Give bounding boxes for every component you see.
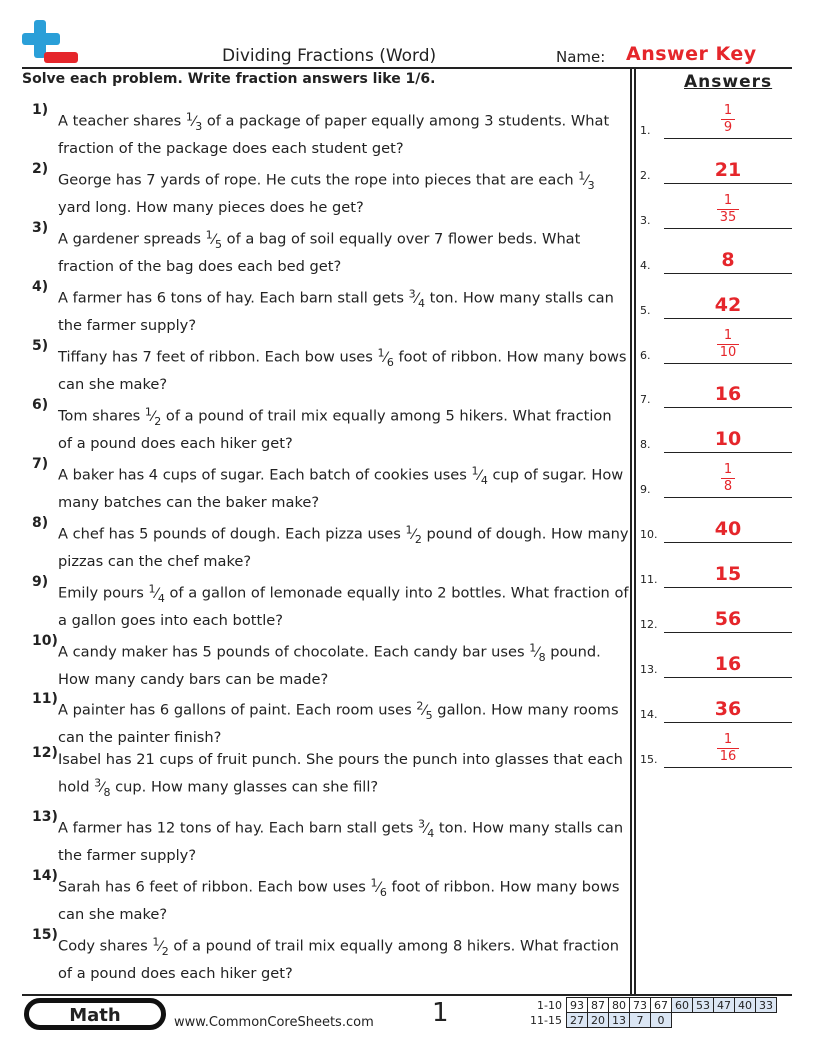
problem-text bbox=[58, 636, 630, 691]
answer-numerator: 1 bbox=[717, 732, 740, 749]
problem-text-after: of a pound of trail mix equally among 8 hikers. What fraction of a pound does each hiker get? bbox=[58, 937, 620, 983]
problem-text bbox=[58, 105, 630, 160]
fraction-numerator: 2 bbox=[416, 699, 424, 712]
answer-number: 2. bbox=[640, 168, 651, 182]
problem-text-before: A baker has 4 cups of sugar. Each batch of cookies uses bbox=[58, 466, 472, 484]
fraction-numerator: 1 bbox=[148, 582, 156, 595]
problem-text-before: Tiffany has 7 feet of ribbon. Each bow uses bbox=[58, 348, 378, 366]
problem-text-after: of a gallon of lemonade equally into 2 bottles. What fraction of a gallon goes into each bottle? bbox=[58, 584, 629, 630]
fraction-numerator: 1 bbox=[471, 464, 479, 477]
answer-fraction bbox=[664, 328, 792, 361]
answer-row bbox=[640, 184, 792, 229]
answer-fraction bbox=[664, 732, 792, 765]
fraction: $^1⁄_2$ bbox=[152, 935, 169, 958]
score-cell: 0 bbox=[650, 1013, 671, 1028]
fraction: $^3⁄_8$ bbox=[94, 776, 111, 799]
answer-number: 1. bbox=[640, 124, 651, 137]
answer-key-label: Answer Key bbox=[626, 43, 757, 65]
answer-numerator: 1 bbox=[717, 193, 740, 210]
answer-denominator: 8 bbox=[723, 479, 733, 495]
fraction-denominator: 2 bbox=[154, 414, 162, 428]
score-cell: 7 bbox=[629, 1013, 650, 1028]
fraction-denominator: 2 bbox=[414, 532, 422, 546]
problem-text-before: George has 7 yards of rope. He cuts the rope into pieces that are each bbox=[58, 171, 579, 189]
fraction-numerator: 1 bbox=[370, 876, 378, 889]
score-row bbox=[527, 998, 776, 1013]
fraction-numerator: 1 bbox=[405, 523, 413, 536]
fraction-denominator: 6 bbox=[386, 355, 394, 369]
problem-text-before: Isabel has 21 cups of fruit punch. She pours the punch into glasses that each hold bbox=[58, 751, 623, 796]
score-range-label: 11-15 bbox=[530, 1013, 562, 1027]
problem-text-after: pound of dough. How many pizzas can the chef make? bbox=[58, 525, 629, 571]
problem-text bbox=[58, 930, 630, 985]
fraction: $^1⁄_4$ bbox=[471, 464, 488, 487]
worksheet-title: Dividing Fractions (Word) bbox=[222, 46, 437, 66]
problem-text-before: Emily pours bbox=[58, 584, 149, 602]
answer-row bbox=[640, 723, 792, 768]
problem-text-after: of a bag of soil equally over 7 flower beds. What fraction of the bag does each bed get? bbox=[58, 230, 581, 276]
answer-value: 56 bbox=[714, 607, 742, 630]
fraction: $^1⁄_6$ bbox=[377, 346, 394, 369]
problem-text bbox=[58, 518, 630, 573]
answer-value: 16 bbox=[714, 383, 742, 406]
problem-text-after: foot of ribbon. How many bows can she make? bbox=[58, 348, 627, 394]
fraction-numerator: 1 bbox=[529, 641, 537, 654]
problem-text bbox=[58, 812, 630, 867]
problem-text bbox=[58, 871, 630, 926]
answer-row bbox=[640, 229, 792, 274]
answer-numerator: 1 bbox=[717, 328, 740, 345]
answer-number: 13. bbox=[640, 662, 658, 676]
problem-text bbox=[58, 400, 630, 455]
answer-row bbox=[640, 678, 792, 723]
problem-text-after: ton. How many stalls can the farmer supply? bbox=[58, 819, 624, 865]
problem-number: 6) bbox=[32, 397, 49, 413]
score-row bbox=[527, 1013, 776, 1028]
answer-value: 8 bbox=[721, 248, 735, 271]
answer-row bbox=[640, 543, 792, 588]
fraction-denominator: 4 bbox=[427, 826, 435, 840]
answer-number: 12. bbox=[640, 617, 658, 631]
fraction-numerator: 1 bbox=[578, 169, 586, 182]
footer-divider bbox=[22, 994, 792, 996]
score-cell: 13 bbox=[608, 1013, 629, 1028]
fraction-numerator: 1 bbox=[377, 346, 385, 359]
answer-number: 7. bbox=[640, 393, 651, 407]
problem-text bbox=[58, 577, 630, 632]
problem-text-before: A chef has 5 pounds of dough. Each pizza uses bbox=[58, 525, 406, 543]
answer-row bbox=[640, 408, 792, 453]
fraction: $^1⁄_8$ bbox=[529, 641, 546, 664]
problem-text-after: gallon. How many rooms can the painter finish? bbox=[58, 701, 619, 747]
problem-text-after: yard long. How many pieces does he get? bbox=[58, 199, 364, 217]
fraction-denominator: 4 bbox=[480, 473, 488, 487]
problem-text bbox=[58, 694, 630, 749]
answer-fraction bbox=[664, 193, 792, 226]
plus-minus-logo-icon bbox=[22, 20, 80, 68]
score-cell: 80 bbox=[608, 998, 629, 1013]
answer-number: 11. bbox=[640, 573, 658, 586]
answer-row bbox=[640, 633, 792, 678]
answer-number: 3. bbox=[640, 213, 651, 227]
answer-value: 21 bbox=[714, 158, 742, 181]
answer-numerator: 1 bbox=[721, 103, 735, 120]
fraction-denominator: 5 bbox=[425, 708, 433, 722]
problem-number: 9) bbox=[32, 574, 49, 590]
fraction-denominator: 3 bbox=[587, 178, 595, 192]
problem-text-after: of a package of paper equally among 3 students. What fraction of the package does each student get? bbox=[58, 112, 610, 158]
score-cell: 73 bbox=[629, 998, 650, 1013]
problem-text-after: foot of ribbon. How many bows can she make? bbox=[58, 878, 620, 924]
problem-number: 8) bbox=[32, 515, 49, 531]
column-divider bbox=[630, 69, 632, 994]
fraction-numerator: 1 bbox=[205, 228, 213, 241]
score-table bbox=[527, 997, 777, 1028]
fraction: $^1⁄_2$ bbox=[405, 523, 422, 546]
fraction: $^3⁄_4$ bbox=[408, 287, 425, 310]
problem-text bbox=[58, 164, 630, 219]
score-cell: 87 bbox=[587, 998, 608, 1013]
answers-heading: Answers bbox=[684, 72, 773, 92]
answer-number: 5. bbox=[640, 303, 651, 317]
fraction: $^3⁄_4$ bbox=[417, 817, 435, 840]
fraction-denominator: 3 bbox=[195, 119, 203, 133]
answer-value: 36 bbox=[714, 697, 742, 720]
fraction-numerator: 1 bbox=[185, 110, 193, 123]
score-range-label: 1-10 bbox=[537, 998, 562, 1012]
fraction-denominator: 4 bbox=[418, 296, 425, 310]
fraction-denominator: 6 bbox=[379, 885, 387, 899]
score-cell: 60 bbox=[671, 998, 692, 1013]
answer-number: 4. bbox=[640, 258, 651, 272]
problem-text-before: A teacher shares bbox=[58, 112, 186, 130]
problem-text-after: ton. How many stalls can the farmer supply? bbox=[58, 289, 614, 335]
answer-numerator: 1 bbox=[721, 462, 735, 479]
problem-text-after: cup. How many glasses can she fill? bbox=[110, 778, 379, 796]
fraction-numerator: 1 bbox=[152, 935, 160, 948]
answer-number: 15. bbox=[640, 752, 658, 766]
subject-label: Math bbox=[69, 1005, 121, 1026]
problem-number: 10) bbox=[32, 633, 58, 649]
problem-number: 12) bbox=[32, 745, 58, 761]
website-text: www.CommonCoreSheets.com bbox=[174, 1015, 374, 1030]
answer-value: 15 bbox=[714, 563, 742, 585]
problem-text-after: cup of sugar. How many batches can the baker make? bbox=[58, 466, 624, 512]
score-cell: 27 bbox=[566, 1013, 587, 1028]
score-cell: 67 bbox=[650, 998, 671, 1013]
fraction-numerator: 3 bbox=[408, 287, 416, 300]
fraction: $^1⁄_3$ bbox=[578, 169, 595, 192]
problem-number: 15) bbox=[32, 927, 58, 943]
answer-row bbox=[640, 139, 792, 184]
problem-text bbox=[58, 341, 630, 396]
column-divider bbox=[634, 69, 636, 994]
score-cell: 47 bbox=[713, 998, 734, 1013]
answer-denominator: 10 bbox=[719, 344, 737, 360]
problem-text-before: A gardener spreads bbox=[58, 230, 206, 248]
problem-number: 2) bbox=[32, 161, 49, 177]
fraction-numerator: 3 bbox=[94, 776, 102, 789]
answer-row bbox=[640, 94, 792, 139]
fraction: $^1⁄_6$ bbox=[370, 876, 387, 899]
answer-number: 10. bbox=[640, 528, 658, 542]
fraction-denominator: 5 bbox=[215, 237, 222, 251]
problem-text bbox=[58, 282, 630, 337]
answer-value: 42 bbox=[714, 293, 742, 316]
fraction: $^1⁄_4$ bbox=[148, 582, 165, 605]
answer-row bbox=[640, 588, 792, 633]
problem-text bbox=[58, 748, 630, 803]
fraction: $^2⁄_5$ bbox=[416, 699, 433, 722]
fraction: $^1⁄_5$ bbox=[205, 228, 222, 251]
fraction-numerator: 3 bbox=[417, 817, 425, 830]
answer-fraction bbox=[664, 462, 792, 495]
problem-number: 5) bbox=[32, 338, 49, 354]
name-label: Name: bbox=[556, 48, 606, 66]
instructions: Solve each problem. Write fraction answers like 1/6. bbox=[22, 71, 436, 87]
problem-text-after: of a pound of trail mix equally among 5 hikers. What fraction of a pound does each hiker get? bbox=[58, 407, 612, 453]
answer-row bbox=[640, 363, 792, 408]
problem-text-before: A candy maker has 5 pounds of chocolate. Each candy bar uses bbox=[58, 643, 530, 661]
problem-number: 14) bbox=[32, 868, 58, 884]
score-cell: 40 bbox=[734, 998, 755, 1013]
answer-denominator: 35 bbox=[719, 209, 737, 225]
problem-number: 1) bbox=[32, 102, 49, 118]
problem-text-before: Sarah has 6 feet of ribbon. Each bow uses bbox=[58, 878, 371, 896]
answer-row bbox=[640, 498, 792, 543]
fraction-denominator: 2 bbox=[161, 944, 169, 958]
fraction-denominator: 4 bbox=[157, 591, 165, 605]
problem-text-before: A farmer has 6 tons of hay. Each barn stall gets bbox=[58, 289, 409, 307]
fraction: $^1⁄_2$ bbox=[144, 405, 162, 428]
answer-value: 40 bbox=[714, 518, 742, 541]
score-cell: 53 bbox=[692, 998, 713, 1013]
answer-number: 6. bbox=[640, 348, 651, 362]
problem-text-before: A farmer has 12 tons of hay. Each barn stall gets bbox=[58, 819, 418, 837]
problem-number: 4) bbox=[32, 279, 49, 295]
fraction-numerator: 1 bbox=[144, 405, 152, 418]
answer-row bbox=[640, 453, 792, 498]
answer-line bbox=[664, 767, 792, 768]
score-cell: 93 bbox=[566, 998, 587, 1013]
fraction-denominator: 8 bbox=[538, 650, 546, 664]
problem-number: 7) bbox=[32, 456, 49, 472]
answer-value: 10 bbox=[714, 428, 742, 451]
problem-text bbox=[58, 223, 630, 278]
problem-number: 13) bbox=[32, 809, 58, 825]
score-cell: 20 bbox=[587, 1013, 608, 1028]
problem-text bbox=[58, 459, 630, 514]
problem-text-before: Cody shares bbox=[58, 937, 153, 955]
problem-text-before: Tom shares bbox=[58, 407, 145, 425]
problem-text-before: A painter has 6 gallons of paint. Each room uses bbox=[58, 701, 417, 719]
problem-number: 11) bbox=[32, 691, 58, 707]
answer-denominator: 16 bbox=[719, 748, 737, 764]
answer-value: 16 bbox=[714, 652, 742, 675]
answer-denominator: 9 bbox=[723, 120, 733, 135]
answer-number: 8. bbox=[640, 438, 651, 452]
answer-fraction bbox=[664, 103, 792, 136]
problem-number: 3) bbox=[32, 220, 49, 236]
answer-number: 14. bbox=[640, 707, 658, 721]
answer-row bbox=[640, 274, 792, 319]
problem-text-after: pound. How many candy bars can be made? bbox=[58, 643, 601, 689]
score-cell: 33 bbox=[755, 998, 776, 1013]
header-divider bbox=[22, 67, 792, 69]
answer-number: 9. bbox=[640, 483, 651, 497]
page-number: 1 bbox=[432, 998, 449, 1028]
fraction: $^1⁄_3$ bbox=[185, 110, 203, 133]
answer-row bbox=[640, 319, 792, 364]
fraction-denominator: 8 bbox=[103, 785, 111, 799]
subject-badge bbox=[24, 998, 166, 1030]
